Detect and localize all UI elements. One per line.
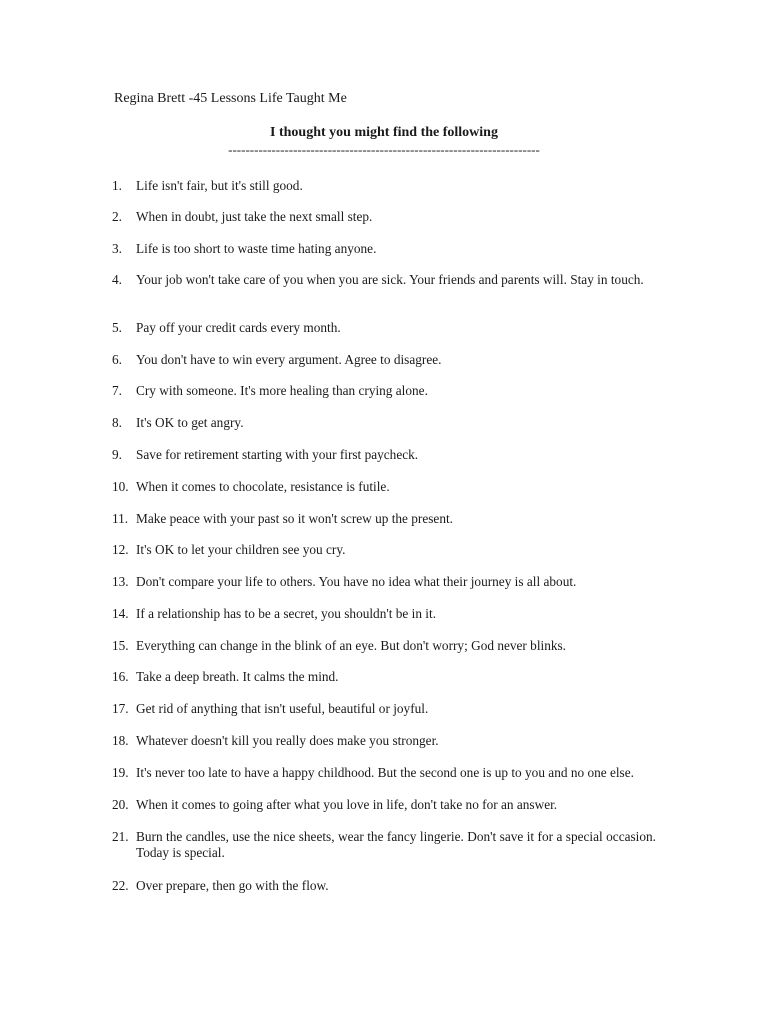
list-item-number: 5. (112, 320, 122, 335)
list-item-text: Burn the candles, use the nice sheets, wear the fancy lingerie. Don't save it for a special occasion. Today is special. (136, 829, 656, 860)
list-item-text: Don't compare your life to others. You have no idea what their journey is all about. (136, 574, 577, 589)
document-title: Regina Brett -45 Lessons Life Taught Me (114, 91, 347, 106)
list-item-number: 15. (112, 638, 129, 653)
list-item-number: 6. (112, 352, 122, 367)
list-item-text: Save for retirement starting with your first paycheck. (136, 447, 419, 462)
list-item (112, 209, 656, 225)
list-item-text: Make peace with your past so it won't screw up the present. (136, 511, 454, 526)
document-subtitle: I thought you might find the following (270, 125, 498, 140)
list-item-text: Life is too short to waste time hating anyone. (136, 241, 377, 256)
list-item (112, 765, 656, 781)
list-item (112, 511, 656, 527)
list-item-text: Take a deep breath. It calms the mind. (136, 669, 339, 684)
list-item-text: You don't have to win every argument. Agree to disagree. (136, 352, 442, 367)
list-item-text: When it comes to chocolate, resistance is futile. (136, 479, 390, 494)
list-item-number: 18. (112, 733, 129, 748)
list-item (112, 241, 656, 257)
list-item-number: 16. (112, 669, 129, 684)
list-item-text: It's OK to let your children see you cry. (136, 542, 346, 557)
list-item-number: 10. (112, 479, 129, 494)
list-item (112, 574, 656, 590)
dashed-divider: ------------------------------------------------------------------------ (228, 142, 540, 157)
list-item-number: 8. (112, 415, 122, 430)
list-item (112, 606, 656, 622)
list-item-number: 3. (112, 241, 122, 256)
list-item-number: 1. (112, 178, 122, 193)
list-item (112, 878, 656, 894)
list-item-text: When in doubt, just take the next small step. (136, 209, 373, 224)
list-item-number: 13. (112, 574, 129, 589)
list-item-number: 7. (112, 383, 122, 398)
list-item-number: 19. (112, 765, 129, 780)
list-item (112, 383, 656, 399)
list-item (112, 733, 656, 749)
list-item (112, 415, 656, 431)
list-item (112, 479, 656, 495)
list-item-text: Your job won't take care of you when you are sick. Your friends and parents will. Stay in touch. (136, 272, 644, 287)
list-item-number: 12. (112, 542, 129, 557)
list-item-number: 20. (112, 797, 129, 812)
list-item (112, 669, 656, 685)
list-item (112, 352, 656, 368)
list-item-number: 14. (112, 606, 129, 621)
list-item (112, 638, 656, 654)
list-item (112, 797, 656, 813)
list-item-text: Life isn't fair, but it's still good. (136, 178, 303, 193)
list-item-text: Cry with someone. It's more healing than crying alone. (136, 383, 428, 398)
list-item (112, 178, 656, 194)
list-item-number: 21. (112, 829, 129, 844)
list-item-number: 22. (112, 878, 129, 893)
list-item (112, 447, 656, 463)
list-item-number: 9. (112, 447, 122, 462)
list-item-text: Whatever doesn't kill you really does make you stronger. (136, 733, 439, 748)
list-item (112, 272, 656, 288)
list-item-number: 2. (112, 209, 122, 224)
list-item-number: 11. (112, 511, 129, 526)
list-item-number: 4. (112, 272, 122, 287)
list-item (112, 542, 656, 558)
list-item-text: Over prepare, then go with the flow. (136, 878, 329, 893)
list-item-text: It's never too late to have a happy childhood. But the second one is up to you and no one else. (136, 765, 634, 780)
list-item-text: Get rid of anything that isn't useful, beautiful or joyful. (136, 701, 429, 716)
list-item-text: It's OK to get angry. (136, 415, 244, 430)
list-item-text: When it comes to going after what you love in life, don't take no for an answer. (136, 797, 558, 812)
list-item-text: If a relationship has to be a secret, you shouldn't be in it. (136, 606, 437, 621)
list-item-text: Pay off your credit cards every month. (136, 320, 341, 335)
list-item-number: 17. (112, 701, 129, 716)
list-item (112, 701, 656, 717)
list-item (112, 829, 656, 861)
list-item (112, 320, 656, 336)
list-item-text: Everything can change in the blink of an eye. But don't worry; God never blinks. (136, 638, 567, 653)
